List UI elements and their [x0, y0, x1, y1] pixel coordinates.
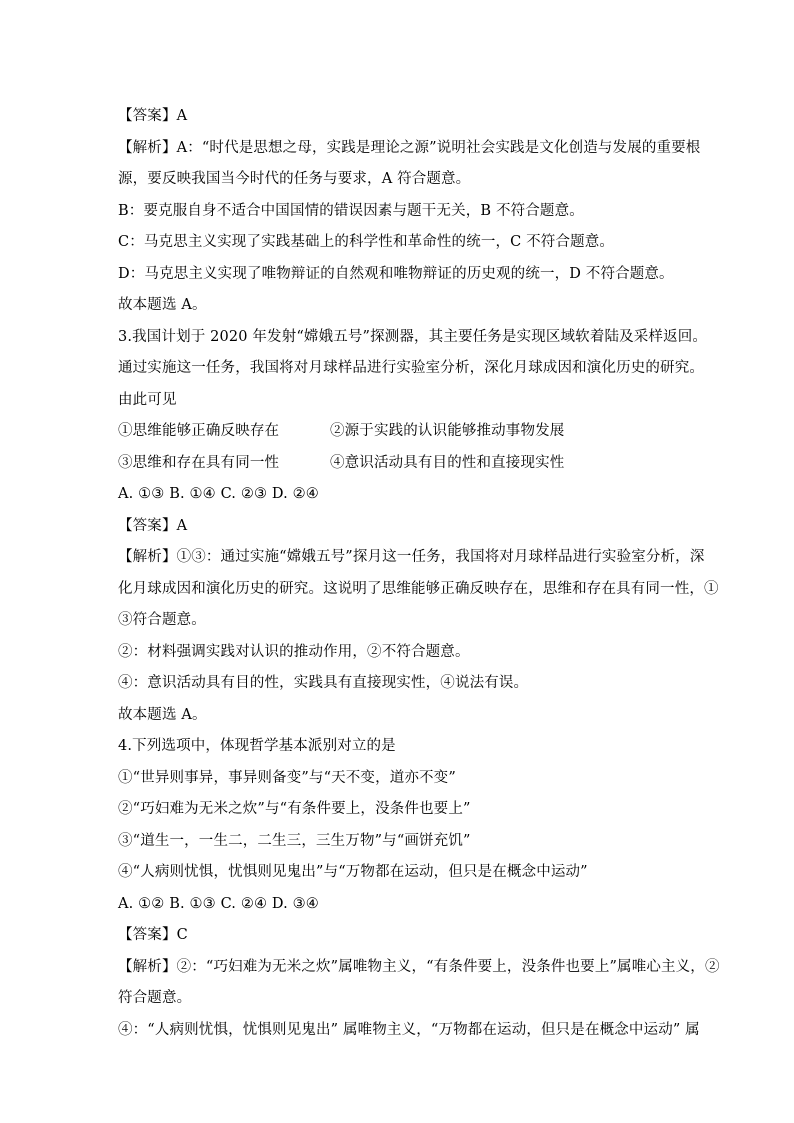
question-3-options-row [118, 416, 680, 448]
analysis-line: ②：材料强调实践对认识的推动作用，②不符合题意。 [118, 643, 470, 660]
analysis-line: C：马克思主义实现了实践基础上的科学性和革命性的统一，C 不符合题意。 [118, 234, 615, 250]
analysis-line: B：要克服自身不适合中国国情的错误因素与题干无关，B 不符合题意。 [118, 202, 584, 219]
analysis-line: ③符合题意。 [118, 612, 206, 628]
document-page [118, 101, 720, 1046]
answer-line: 【答案】C [118, 927, 188, 943]
question-4-option: ③“道生一，一生二，二生三，三生万物”与“画饼充饥” [118, 832, 471, 849]
option-1: ①思维能够正确反映存在 [118, 423, 280, 439]
option-4: ④意识活动具有目的性和直接现实性 [330, 454, 565, 471]
option-2: ②源于实践的认识能够推动事物发展 [330, 423, 565, 439]
analysis-line: D：马克思主义实现了唯物辩证的自然观和唯物辩证的历史观的统一，D 不符合题意。 [118, 265, 674, 282]
question-3-stem: 3.我国计划于 2020 年发射“嫦娥五号”探测器，其主要任务是实现区域软着陆及采样返回。 [118, 328, 708, 345]
analysis-line: 源，要反映我国当今时代的任务与要求，A 符合题意。 [118, 171, 471, 187]
analysis-line: ④：“人病则忧惧，忧惧则见鬼出” 属唯物主义，“万物都在运动，但只是在概念中运动” 属 [118, 1021, 700, 1038]
answer-line: 【答案】A [118, 517, 188, 534]
question-3-choices: A. ①③ B. ①④ C. ②③ D. ②④ [118, 486, 319, 502]
question-4-option: ②“巧妇难为无米之炊”与“有条件要上，没条件也要上” [118, 801, 471, 817]
question-4-choices: A. ①② B. ①③ C. ②④ D. ③④ [118, 895, 319, 912]
analysis-line: 化月球成因和演化历史的研究。这说明了思维能够正确反映存在，思维和存在具有同一性，① [118, 580, 719, 597]
analysis-line: 【解析】②：“巧妇难为无米之炊”属唯物主义，“有条件要上，没条件也要上”属唯心主义，② [118, 958, 720, 975]
analysis-line: ④：意识活动具有目的性，实践具有直接现实性，④说法有误。 [118, 675, 529, 691]
question-4-option: ④“人病则忧惧，忧惧则见鬼出”与“万物都在运动，但只是在概念中运动” [118, 864, 588, 880]
analysis-line: 【解析】①③：通过实施“嫦娥五号”探月这一任务，我国将对月球样品进行实验室分析，深 [118, 549, 705, 565]
conclusion-line: 故本题选 A。 [118, 297, 207, 313]
question-3-options-row [118, 448, 680, 480]
answer-line: 【答案】A [118, 108, 188, 124]
question-4-option: ①“世异则事异，事异则备变”与“天不变，道亦不变” [118, 769, 456, 786]
analysis-line: 符合题意。 [118, 990, 192, 1006]
question-3-stem: 由此可见 [118, 391, 177, 408]
option-3: ③思维和存在具有同一性 [118, 454, 280, 471]
question-3-stem: 通过实施这一任务，我国将对月球样品进行实验室分析，深化月球成因和演化历史的研究。 [118, 360, 704, 376]
analysis-line: 【解析】A：“时代是思想之母，实践是理论之源”说明社会实践是文化创造与发展的重要根 [118, 139, 701, 156]
conclusion-line: 故本题选 A。 [118, 706, 207, 723]
question-4-stem: 4.下列选项中，体现哲学基本派别对立的是 [118, 738, 396, 754]
